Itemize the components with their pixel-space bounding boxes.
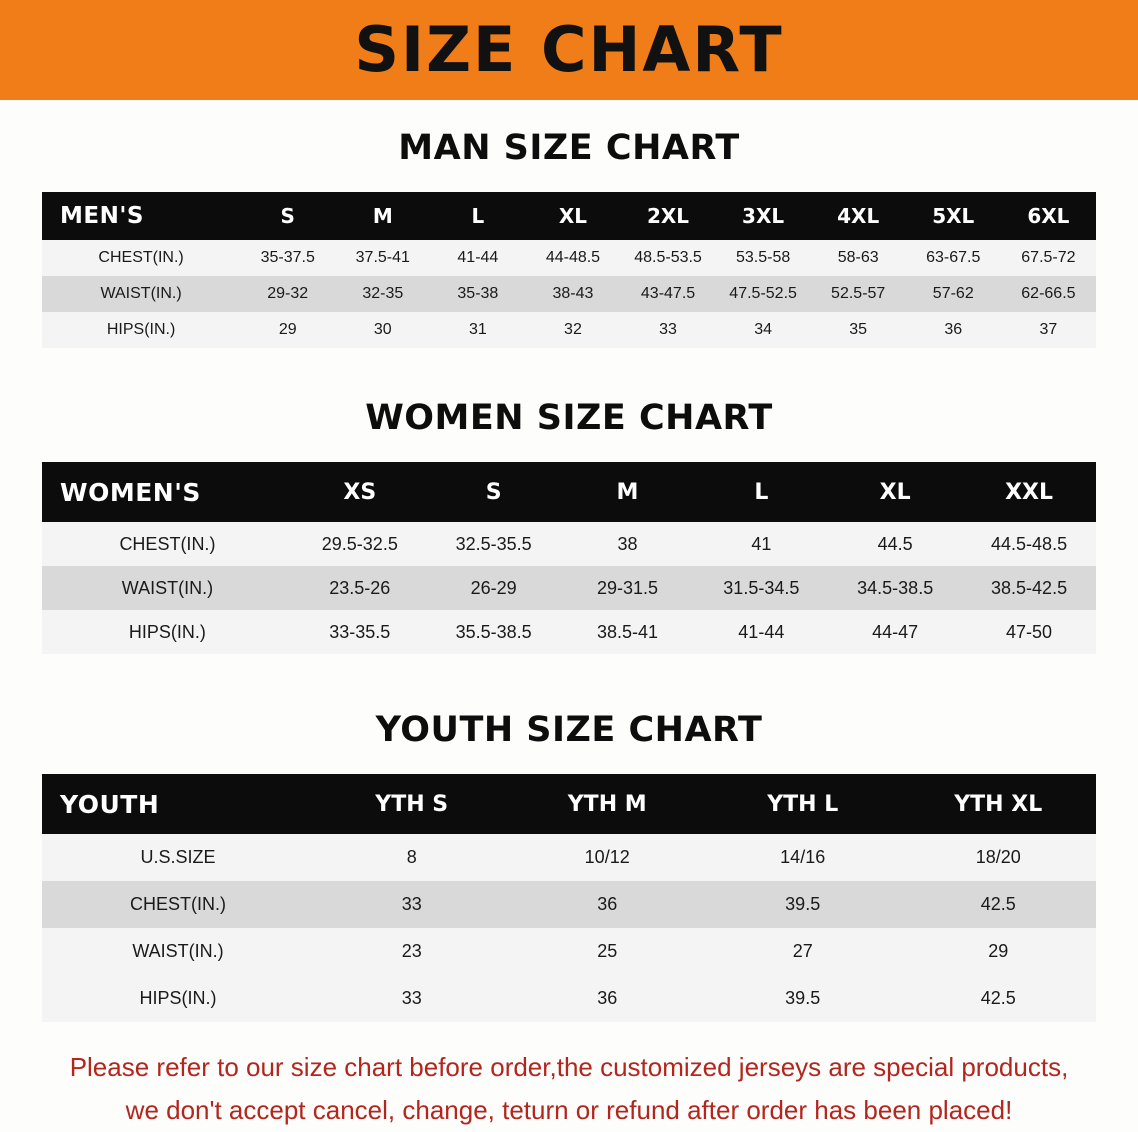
- man-col-header-3xl: 3XL: [716, 192, 811, 240]
- women-size-table: [42, 462, 1096, 654]
- women-col-header-s: S: [427, 462, 561, 522]
- table-cell: 52.5-57: [811, 276, 906, 312]
- women-col-header-xxl: XXL: [962, 462, 1096, 522]
- table-row: [42, 276, 1096, 312]
- table-cell: 33: [620, 312, 715, 348]
- table-cell: 38.5-42.5: [962, 566, 1096, 610]
- women-row-label-hips: HIPS(IN.): [42, 610, 293, 654]
- table-cell: 57-62: [906, 276, 1001, 312]
- table-cell: 23.5-26: [293, 566, 427, 610]
- women-col-header-xs: XS: [293, 462, 427, 522]
- table-cell: 29-32: [240, 276, 335, 312]
- man-col-header-xl: XL: [525, 192, 620, 240]
- women-col-header-l: L: [694, 462, 828, 522]
- table-cell: 35-37.5: [240, 240, 335, 276]
- size-chart-disclaimer: [40, 1046, 1098, 1132]
- table-cell: 33-35.5: [293, 610, 427, 654]
- table-row: [42, 522, 1096, 566]
- table-cell: 31.5-34.5: [694, 566, 828, 610]
- youth-section-heading: YOUTH SIZE CHART: [375, 710, 763, 750]
- man-col-header-4xl: 4XL: [811, 192, 906, 240]
- youth-col-header-l: YTH L: [705, 774, 901, 834]
- table-cell: 44.5: [828, 522, 962, 566]
- man-col-header-5xl: 5XL: [906, 192, 1001, 240]
- youth-row-label-hips: HIPS(IN.): [42, 975, 314, 1022]
- table-cell: 32.5-35.5: [427, 522, 561, 566]
- table-cell: 47.5-52.5: [716, 276, 811, 312]
- youth-row-label-chest: CHEST(IN.): [42, 881, 314, 928]
- man-col-header-l: L: [430, 192, 525, 240]
- youth-table-body: [42, 834, 1096, 1022]
- table-cell: 44.5-48.5: [962, 522, 1096, 566]
- women-col-header-xl: XL: [828, 462, 962, 522]
- table-cell: 62-66.5: [1001, 276, 1096, 312]
- youth-table-header: [42, 774, 1096, 834]
- table-cell: 42.5: [900, 975, 1096, 1022]
- man-size-table: [42, 192, 1096, 348]
- table-cell: 67.5-72: [1001, 240, 1096, 276]
- table-cell: 42.5: [900, 881, 1096, 928]
- disclaimer-line-2: we don't accept cancel, change, teturn or refund after order has been placed!: [125, 1094, 1013, 1125]
- table-row: [42, 881, 1096, 928]
- table-cell: 29: [900, 928, 1096, 975]
- women-size-table-wrap: [42, 462, 1096, 654]
- youth-row-label-ussize: U.S.SIZE: [42, 834, 314, 881]
- table-cell: 34.5-38.5: [828, 566, 962, 610]
- table-header-row: [42, 192, 1096, 240]
- table-header-row: [42, 774, 1096, 834]
- page-title: SIZE CHART: [354, 13, 784, 86]
- table-cell: 18/20: [900, 834, 1096, 881]
- table-cell: 41: [694, 522, 828, 566]
- table-cell: 47-50: [962, 610, 1096, 654]
- table-cell: 35-38: [430, 276, 525, 312]
- man-row-label-hips: HIPS(IN.): [42, 312, 240, 348]
- women-table-header: [42, 462, 1096, 522]
- table-cell: 58-63: [811, 240, 906, 276]
- youth-size-table-wrap: [42, 774, 1096, 1022]
- table-row: [42, 975, 1096, 1022]
- table-cell: 37.5-41: [335, 240, 430, 276]
- table-cell: 25: [509, 928, 705, 975]
- women-col-header-m: M: [561, 462, 695, 522]
- table-cell: 48.5-53.5: [620, 240, 715, 276]
- youth-col-header-s: YTH S: [314, 774, 510, 834]
- youth-row-header-title: YOUTH: [42, 774, 314, 834]
- table-cell: 43-47.5: [620, 276, 715, 312]
- table-cell: 44-47: [828, 610, 962, 654]
- table-cell: 29.5-32.5: [293, 522, 427, 566]
- women-row-header-title: WOMEN'S: [42, 462, 293, 522]
- table-cell: 35.5-38.5: [427, 610, 561, 654]
- women-table-body: [42, 522, 1096, 654]
- man-table-body: [42, 240, 1096, 348]
- women-section-heading: WOMEN SIZE CHART: [365, 398, 773, 438]
- table-cell: 29: [240, 312, 335, 348]
- table-row: [42, 610, 1096, 654]
- table-cell: 53.5-58: [716, 240, 811, 276]
- table-cell: 29-31.5: [561, 566, 695, 610]
- disclaimer-line-1: Please refer to our size chart before order,the customized jerseys are special products,: [69, 1052, 1069, 1082]
- man-col-header-s: S: [240, 192, 335, 240]
- table-cell: 30: [335, 312, 430, 348]
- man-size-table-wrap: [42, 192, 1096, 348]
- man-col-header-6xl: 6XL: [1001, 192, 1096, 240]
- table-cell: 37: [1001, 312, 1096, 348]
- table-cell: 41-44: [694, 610, 828, 654]
- man-row-label-waist: WAIST(IN.): [42, 276, 240, 312]
- youth-col-header-xl: YTH XL: [900, 774, 1096, 834]
- table-row: [42, 928, 1096, 975]
- table-cell: 39.5: [705, 881, 901, 928]
- table-cell: 63-67.5: [906, 240, 1001, 276]
- table-row: [42, 312, 1096, 348]
- man-col-header-2xl: 2XL: [620, 192, 715, 240]
- table-row: [42, 834, 1096, 881]
- youth-col-header-m: YTH M: [509, 774, 705, 834]
- man-row-header-title: MEN'S: [42, 192, 240, 240]
- table-cell: 33: [314, 881, 510, 928]
- table-header-row: [42, 462, 1096, 522]
- table-cell: 10/12: [509, 834, 705, 881]
- table-cell: 44-48.5: [525, 240, 620, 276]
- table-cell: 39.5: [705, 975, 901, 1022]
- youth-size-table: [42, 774, 1096, 1022]
- table-cell: 38.5-41: [561, 610, 695, 654]
- man-table-header: [42, 192, 1096, 240]
- size-chart-banner: [0, 0, 1138, 100]
- table-cell: 33: [314, 975, 510, 1022]
- table-cell: 23: [314, 928, 510, 975]
- table-cell: 36: [906, 312, 1001, 348]
- women-row-label-waist: WAIST(IN.): [42, 566, 293, 610]
- man-col-header-m: M: [335, 192, 430, 240]
- table-cell: 8: [314, 834, 510, 881]
- table-cell: 31: [430, 312, 525, 348]
- table-cell: 38: [561, 522, 695, 566]
- table-cell: 36: [509, 975, 705, 1022]
- table-cell: 38-43: [525, 276, 620, 312]
- table-cell: 32: [525, 312, 620, 348]
- women-row-label-chest: CHEST(IN.): [42, 522, 293, 566]
- youth-row-label-waist: WAIST(IN.): [42, 928, 314, 975]
- table-cell: 32-35: [335, 276, 430, 312]
- table-cell: 35: [811, 312, 906, 348]
- table-cell: 27: [705, 928, 901, 975]
- table-row: [42, 566, 1096, 610]
- table-cell: 36: [509, 881, 705, 928]
- table-row: [42, 240, 1096, 276]
- table-cell: 34: [716, 312, 811, 348]
- man-section-heading: MAN SIZE CHART: [398, 128, 740, 168]
- table-cell: 41-44: [430, 240, 525, 276]
- table-cell: 14/16: [705, 834, 901, 881]
- table-cell: 26-29: [427, 566, 561, 610]
- man-row-label-chest: CHEST(IN.): [42, 240, 240, 276]
